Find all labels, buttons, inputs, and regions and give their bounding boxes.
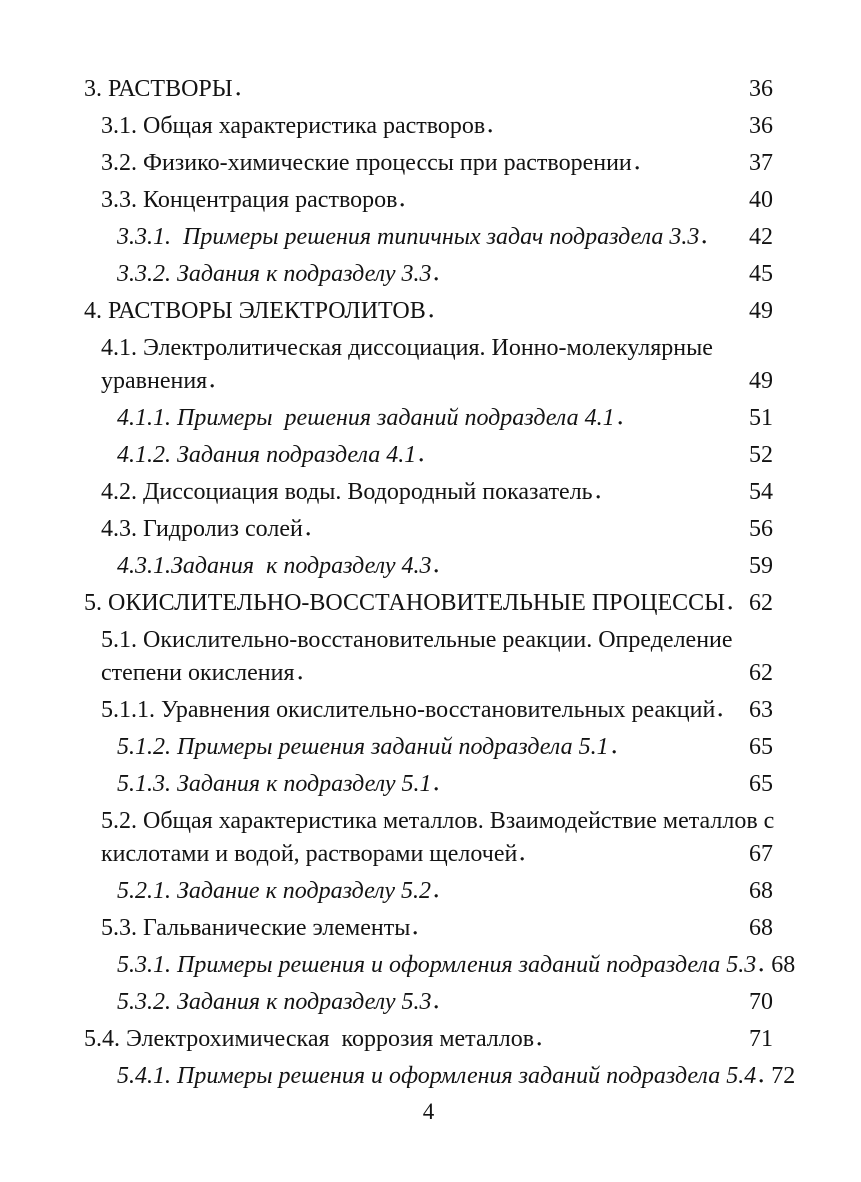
toc-entry-line bbox=[117, 875, 773, 908]
dot-leader bbox=[419, 457, 745, 462]
toc-entry-4.3 bbox=[84, 513, 773, 546]
dot-leader bbox=[702, 239, 745, 244]
toc-entry-3.3.1 bbox=[84, 221, 773, 254]
toc-entry-line bbox=[117, 731, 773, 764]
toc-entry-line bbox=[84, 73, 773, 106]
toc-entry-line bbox=[117, 439, 773, 472]
dot-leader bbox=[434, 276, 745, 281]
toc-entry-label: 5.1.3. Задания к подразделу 5.1 bbox=[117, 771, 432, 797]
toc-entry-3.3.2 bbox=[84, 258, 773, 291]
toc-entry-label: 4. РАСТВОРЫ ЭЛЕКТРОЛИТОВ bbox=[84, 298, 426, 324]
toc-entry-page: 54 bbox=[749, 479, 773, 505]
toc-entry-label: 4.1.2. Задания подраздела 4.1 bbox=[117, 442, 417, 468]
toc-entry-line bbox=[101, 694, 773, 727]
toc-entry-label: 5.1. Окислительно-восстановительные реакции. Определение bbox=[101, 627, 733, 653]
toc-entry-line bbox=[117, 986, 773, 1019]
toc-entry-page: 45 bbox=[749, 261, 773, 287]
toc-entry-label-continued: степени окисления bbox=[101, 660, 295, 686]
toc-entry-page: 68 bbox=[749, 915, 773, 941]
toc-entry-label: 3.2. Физико-химические процессы при растворении bbox=[101, 150, 632, 176]
toc-entry-label: 5.2. Общая характеристика металлов. Взаимодействие металлов с bbox=[101, 808, 775, 834]
toc-entry-line bbox=[101, 624, 773, 657]
dot-leader bbox=[537, 1041, 745, 1046]
toc-entry-page: 65 bbox=[749, 771, 773, 797]
toc-entry-label: 5.3.1. Примеры решения и оформления заданий подраздела 5.3 bbox=[117, 952, 757, 978]
toc-entry-page: 65 bbox=[749, 734, 773, 760]
toc-entry-page: 70 bbox=[749, 989, 773, 1015]
dot-leader bbox=[434, 1004, 745, 1009]
toc-entry-page: 36 bbox=[749, 113, 773, 139]
toc-entry-page: 56 bbox=[749, 516, 773, 542]
toc-entry-line bbox=[101, 110, 773, 143]
toc-entry-page: 51 bbox=[749, 405, 773, 431]
toc-entry-5.3.1 bbox=[84, 949, 796, 982]
toc-entry-5.3 bbox=[84, 912, 773, 945]
toc-entry-page: 37 bbox=[749, 150, 773, 176]
toc-entry-label: 3.3.2. Задания к подразделу 3.3 bbox=[117, 261, 432, 287]
toc-entry-line bbox=[117, 768, 773, 801]
toc-entry-page: 62 bbox=[749, 660, 773, 686]
toc-entry-line bbox=[101, 147, 773, 180]
toc-entry-label: 4.3. Гидролиз солей bbox=[101, 516, 303, 542]
toc-entry-3.3 bbox=[84, 184, 773, 217]
toc-entry-line bbox=[101, 184, 773, 217]
toc-entry-5 bbox=[84, 587, 773, 620]
toc-entry-line bbox=[101, 838, 773, 871]
toc-entry-5.2.1 bbox=[84, 875, 773, 908]
toc-entry-page: 49 bbox=[749, 368, 773, 394]
toc-entry-3 bbox=[84, 73, 773, 106]
toc-entry-page: 40 bbox=[749, 187, 773, 213]
page-number: 4 bbox=[422, 1099, 435, 1124]
dot-leader bbox=[759, 1078, 767, 1083]
toc-entry-line bbox=[101, 513, 773, 546]
toc-list bbox=[84, 73, 796, 1093]
toc-entry-line bbox=[101, 912, 773, 945]
dot-leader bbox=[488, 128, 745, 133]
toc-entry-label: 3. РАСТВОРЫ bbox=[84, 76, 233, 102]
toc-entry-label-continued: кислотами и водой, растворами щелочей bbox=[101, 841, 518, 867]
dot-leader bbox=[400, 202, 745, 207]
toc-entry-label: 3.3.1. Примеры решения типичных задач подраздела 3.3 bbox=[117, 224, 700, 250]
dot-leader bbox=[759, 967, 767, 972]
toc-entry-page: 68 bbox=[771, 952, 796, 978]
toc-entry-page: 49 bbox=[749, 298, 773, 324]
dot-leader bbox=[728, 605, 745, 610]
toc-entry-label: 4.1.1. Примеры решения заданий подраздела 4.1 bbox=[117, 405, 615, 431]
dot-leader bbox=[612, 749, 745, 754]
dot-leader bbox=[298, 675, 746, 680]
toc-entry-label: 5.3.2. Задания к подразделу 5.3 bbox=[117, 989, 432, 1015]
toc-entry-line bbox=[101, 332, 773, 365]
toc-entry-4.1 bbox=[84, 332, 773, 398]
toc-entry-5.3.2 bbox=[84, 986, 773, 1019]
toc-entry-label-continued: уравнения bbox=[101, 368, 208, 394]
toc-entry-line bbox=[117, 221, 773, 254]
dot-leader bbox=[520, 856, 745, 861]
toc-entry-3.1 bbox=[84, 110, 773, 143]
dot-leader bbox=[596, 494, 745, 499]
toc-entry-line bbox=[101, 476, 773, 509]
toc-entry-4.1.2 bbox=[84, 439, 773, 472]
toc-entry-label: 5.2.1. Задание к подразделу 5.2 bbox=[117, 878, 431, 904]
toc-entry-line bbox=[117, 949, 796, 982]
toc-entry-line bbox=[84, 587, 773, 620]
dot-leader bbox=[429, 313, 745, 318]
toc-entry-line bbox=[84, 295, 773, 328]
dot-leader bbox=[236, 91, 745, 96]
toc-entry-page: 63 bbox=[749, 697, 773, 723]
toc-entry-page: 42 bbox=[749, 224, 773, 250]
toc-entry-page: 72 bbox=[771, 1063, 796, 1089]
toc-entry-5.4 bbox=[84, 1023, 773, 1056]
toc-entry-line bbox=[117, 258, 773, 291]
dot-leader bbox=[434, 568, 745, 573]
toc-entry-4.1.1 bbox=[84, 402, 773, 435]
toc-entry-page: 59 bbox=[749, 553, 773, 579]
toc-entry-page: 52 bbox=[749, 442, 773, 468]
toc-entry-line bbox=[101, 365, 773, 398]
toc-entry-label: 5.1.2. Примеры решения заданий подраздела 5.1 bbox=[117, 734, 609, 760]
toc-entry-label: 4.3.1.Задания к подразделу 4.3 bbox=[117, 553, 432, 579]
dot-leader bbox=[434, 786, 745, 791]
toc-entry-label: 5. ОКИСЛИТЕЛЬНО-ВОССТАНОВИТЕЛЬНЫЕ ПРОЦЕССЫ bbox=[84, 590, 726, 616]
dot-leader bbox=[718, 712, 745, 717]
toc-entry-5.4.1 bbox=[84, 1060, 796, 1093]
dot-leader bbox=[210, 383, 745, 388]
toc-entry-label: 5.1.1. Уравнения окислительно-восстановительных реакций bbox=[101, 697, 716, 723]
toc-entry-4.3.1 bbox=[84, 550, 773, 583]
dot-leader bbox=[306, 531, 745, 536]
toc-entry-4.2 bbox=[84, 476, 773, 509]
toc-entry-line bbox=[117, 402, 773, 435]
toc-entry-line bbox=[101, 805, 773, 838]
toc-entry-label: 3.1. Общая характеристика растворов bbox=[101, 113, 486, 139]
toc-entry-page: 71 bbox=[749, 1026, 773, 1052]
toc-entry-label: 4.2. Диссоциация воды. Водородный показатель bbox=[101, 479, 593, 505]
toc-entry-5.1.1 bbox=[84, 694, 773, 727]
toc-entry-label: 5.4. Электрохимическая коррозия металлов bbox=[84, 1026, 535, 1052]
toc-entry-label: 5.4.1. Примеры решения и оформления заданий подраздела 5.4 bbox=[117, 1063, 757, 1089]
dot-leader bbox=[434, 893, 745, 898]
toc-entry-label: 3.3. Концентрация растворов bbox=[101, 187, 398, 213]
toc-entry-page: 62 bbox=[749, 590, 773, 616]
toc-entry-line bbox=[101, 657, 773, 690]
toc-entry-5.2 bbox=[84, 805, 773, 871]
toc-entry-4 bbox=[84, 295, 773, 328]
toc-entry-label: 5.3. Гальванические элементы bbox=[101, 915, 411, 941]
toc-entry-line bbox=[117, 550, 773, 583]
toc-entry-line bbox=[84, 1023, 773, 1056]
toc-entry-page: 36 bbox=[749, 76, 773, 102]
toc-entry-5.1.2 bbox=[84, 731, 773, 764]
toc-entry-label: 4.1. Электролитическая диссоциация. Ионно-молекулярные bbox=[101, 335, 713, 361]
toc-entry-page: 68 bbox=[749, 878, 773, 904]
dot-leader bbox=[635, 165, 745, 170]
dot-leader bbox=[413, 930, 745, 935]
toc-entry-5.1.3 bbox=[84, 768, 773, 801]
toc-entry-page: 67 bbox=[749, 841, 773, 867]
toc-entry-line bbox=[117, 1060, 796, 1093]
toc-entry-5.1 bbox=[84, 624, 773, 690]
toc-entry-3.2 bbox=[84, 147, 773, 180]
dot-leader bbox=[618, 420, 745, 425]
